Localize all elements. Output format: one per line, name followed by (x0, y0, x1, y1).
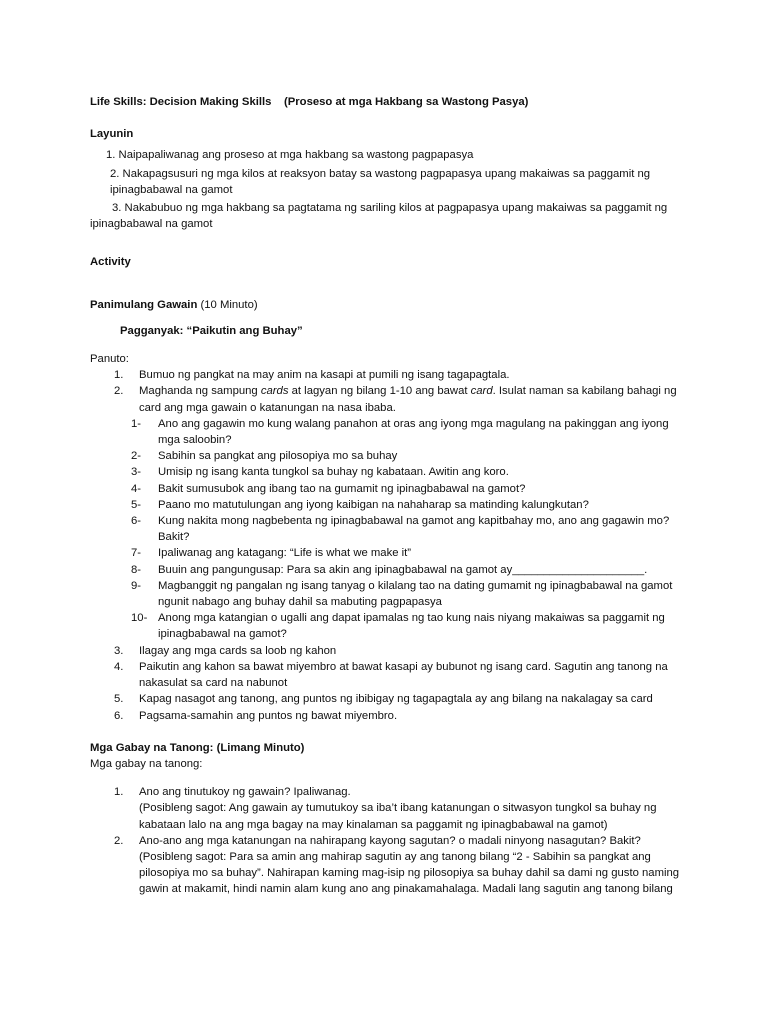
card-text: Paano mo matutulungan ang iyong kaibigan na nahaharap sa matinding kalungkutan? (158, 498, 589, 511)
card-text: Magbanggit ng pangalan ng isang tanyag o kilalang tao na dating gumamit ng ipinagbabawal na gamot ngunit nabago ang buhay dahil sa mabuting pagpapasya (158, 579, 673, 609)
list-item: 1- Ano ang gagawin mo kung walang panahon at oras ang iyong mga magulang na pakinggan ang iyong mga saloobin? (131, 417, 669, 447)
gabay-intro: Mga gabay na tanong: (90, 757, 203, 770)
list-item: 3. Ilagay ang mga cards sa loob ng kahon (114, 644, 337, 657)
step-text: Bumuo ng pangkat na may anim na kasapi at pumili ng isang tagapagtala. (139, 369, 510, 382)
pagganyak-heading: Pagganyak: “Paikutin ang Buhay” (120, 324, 303, 337)
panimulang-gawain (90, 297, 692, 313)
panimulang-duration: (10 Minuto) (197, 298, 258, 311)
list-item: 2. Maghanda ng sampung cards at lagyan ng bilang 1-10 ang bawat card. Isulat naman sa kabilang bahagi ng card ang mga gawain o katanungan na nasa ibaba. 1- Ano ang gagawin mo kung walang panahon at oras ang iyong mga magulang na pakinggan ang iyong mga saloobin? 2- Sabihin sa pangkat ang pilosopiya mo sa buhay 3- Umisip ng isang kanta tungkol sa buhay ng kabataan. Awitin ang koro. 4- Bakit sumusubok ang ibang tao na gumamit ng ipinagbabawal na gamot? 5- Paano mo matutulungan ang iyong kaibigan na nahaharap sa matinding kalungkutan? 6- Kung nakita mong nagbebenta ng ipinagbabawal na gamot ang kapitbahay mo, ano ang gagawin mo? Bakit? 7- Ipaliwanag ang katagang: “Life is what we make it” 8- Buuin ang pangungusap: Para sa akin ang ipinagbabawal na gamot ay_____________________. 9- Magbanggit ng pangalan ng isang tanyag o kilalang tao na dating gumamit ng ipinagbabawal na gamot ngunit nabago ang buhay dahil sa mabuting pagpapasya 10- Anong mga katangian o ugalli ang dapat ipamalas ng tao kung nais niyang makaiwas sa paggamit ng ipinagbabawal na gamot? (90, 383, 692, 642)
list-item: 5. Kapag nasagot ang tanong, ang puntos ng ibibigay ng tagapagtala ay ang bilang na nakalagay sa card (114, 693, 653, 706)
panuto-label: Panuto: (90, 353, 129, 366)
card-text: Ano ang gagawin mo kung walang panahon at oras ang iyong mga magulang na pakinggan ang iyong mga saloobin? (158, 417, 669, 447)
step-text: Kapag nasagot ang tanong, ang puntos ng ibibigay ng tagapagtala ay ang bilang na nakalagay sa card (139, 693, 653, 706)
card-questions (90, 416, 692, 643)
card-text: Kung nakita mong nagbebenta ng ipinagbabawal na gamot ang kapitbahay mo, ano ang gagawin mo? Bakit? (158, 515, 670, 544)
guide-question: Ano ang tinutukoy ng gawain? Ipaliwanag. (139, 786, 351, 799)
objective-3: 3. Nakabubuo ng mga hakbang sa pagtatama ng sariling kilos at pagpapasya upang makaiwas sa paggamit ng ipinagbabawal na gamot (90, 202, 668, 231)
possible-answer: (Posibleng sagot: Para sa amin ang mahirap sagutin ay ang tanong bilang “2 - Sabihin sa pangkat ang pilosopiya mo sa buhay”. Nahirapan kaming mag-isip ng pilosopiya sa buhay dahil sa dami ng gusto naming gawin at makamit, hindi namin alam kung ano ang pinakamahalaga. Madali lang sagutin ang tanong bilang (139, 850, 680, 896)
gabay-heading: Mga Gabay na Tanong: (Limang Minuto) (90, 741, 305, 754)
list-item: 4- Bakit sumusubok ang ibang tao na gumamit ng ipinagbabawal na gamot? (131, 482, 526, 495)
card-text: Ipaliwanag ang katagang: “Life is what we make it” (158, 547, 412, 560)
panimulang-label: Panimulang Gawain (90, 298, 198, 311)
list-item: 2. Ano-ano ang mga katanungan na nahirapang kayong sagutan? o madali ninyong nasagutan? Bakit? (Posibleng sagot: Para sa amin ang mahirap sagutin ay ang tanong bilang “2 - Sabihin sa pangkat ang pilosopiya mo sa buhay”. Nahirapan kaming mag-isip ng pilosopiya sa buhay dahil sa dami ng gusto naming gawin at makamit, hindi namin alam kung ano ang pinakamahalaga. Madali lang sagutin ang tanong bilang (90, 833, 692, 898)
list-item: 3- Umisip ng isang kanta tungkol sa buhay ng kabataan. Awitin ang koro. (131, 466, 509, 479)
card-text: Sabihin sa pangkat ang pilosopiya mo sa buhay (158, 450, 398, 463)
list-item: 1. Ano ang tinutukoy ng gawain? Ipaliwanag. (Posibleng sagot: Ang gawain ay tumutukoy sa iba’t ibang katanungan o sitwasyon tungkol sa buhay ng kabataan lalo na ang mga bagay na may kinalaman sa paggamit ng ipinagbabawal na gamot) (90, 784, 692, 833)
step-text: Maghanda ng sampung cards at lagyan ng bilang 1-10 ang bawat card. Isulat naman sa kabilang bahagi ng card ang mga gawain o katanungan na nasa ibaba. (139, 385, 677, 414)
panuto-steps (90, 367, 692, 642)
list-item: 9- Magbanggit ng pangalan ng isang tanyag o kilalang tao na dating gumamit ng ipinagbabawal na gamot ngunit nabago ang buhay dahil sa mabuting pagpapasya (131, 579, 673, 609)
list-item: 5- Paano mo matutulungan ang iyong kaibigan na nahaharap sa matinding kalungkutan? (131, 498, 589, 511)
list-item: 6- Kung nakita mong nagbebenta ng ipinagbabawal na gamot ang kapitbahay mo, ano ang gagawin mo? Bakit? (131, 515, 670, 544)
list-item: 7- Ipaliwanag ang katagang: “Life is what we make it” (131, 547, 412, 560)
activity-heading: Activity (90, 256, 131, 269)
list-item: 6. Pagsama-samahin ang puntos ng bawat miyembro. (114, 709, 398, 722)
step-text: Paikutin ang kahon sa bawat miyembro at bawat kasapi ay bubunot ng isang card. Sagutin ang tanong na nakasulat sa card na nabunot (139, 660, 668, 690)
guide-question: Ano-ano ang mga katanungan na nahirapang kayong sagutan? o madali ninyong nasagutan? Bakit? (139, 834, 641, 847)
document-title: Life Skills: Decision Making Skills (Proseso at mga Hakbang sa Wastong Pasya) (90, 96, 529, 108)
possible-answer: (Posibleng sagot: Ang gawain ay tumutukoy sa iba’t ibang katanungan o sitwasyon tungkol sa buhay ng kabataan lalo na ang mga bagay na may kinalaman sa paggamit ng ipinagbabawal na gamot) (139, 802, 657, 831)
list-item: 1. Bumuo ng pangkat na may anim na kasapi at pumili ng isang tagapagtala. (114, 369, 510, 382)
guide-questions (90, 784, 692, 897)
objective-1: 1. Naipapaliwanag ang proseso at mga hakbang sa wastong pagpapasya (106, 149, 474, 162)
layunin-heading: Layunin (90, 128, 134, 141)
list-item: 4. Paikutin ang kahon sa bawat miyembro at bawat kasapi ay bubunot ng isang card. Sagutin ang tanong na nakasulat sa card na nabunot (114, 660, 668, 690)
card-text: Umisip ng isang kanta tungkol sa buhay ng kabataan. Awitin ang koro. (158, 466, 509, 479)
card-text: Anong mga katangian o ugalli ang dapat ipamalas ng tao kung nais niyang makaiwas sa paggamit ng ipinagbabawal na gamot? (158, 612, 665, 641)
list-item: 10- Anong mga katangian o ugalli ang dapat ipamalas ng tao kung nais niyang makaiwas sa paggamit ng ipinagbabawal na gamot? (131, 612, 665, 641)
step-text: Ilagay ang mga cards sa loob ng kahon (139, 644, 337, 657)
list-item: 8- Buuin ang pangungusap: Para sa akin ang ipinagbabawal na gamot ay_____________________. (131, 563, 648, 576)
card-text: Bakit sumusubok ang ibang tao na gumamit ng ipinagbabawal na gamot? (158, 482, 526, 495)
objective-2: 2. Nakapagsusuri ng mga kilos at reaksyon batay sa wastong pagpapasya upang makaiwas sa paggamit ng ipinagbabawal na gamot (110, 167, 651, 196)
panuto-steps-rest (90, 643, 692, 724)
step-text: Pagsama-samahin ang puntos ng bawat miyembro. (139, 709, 398, 722)
list-item: 2- Sabihin sa pangkat ang pilosopiya mo sa buhay (131, 450, 398, 463)
card-text: Buuin ang pangungusap: Para sa akin ang ipinagbabawal na gamot ay_____________________. (158, 563, 648, 576)
